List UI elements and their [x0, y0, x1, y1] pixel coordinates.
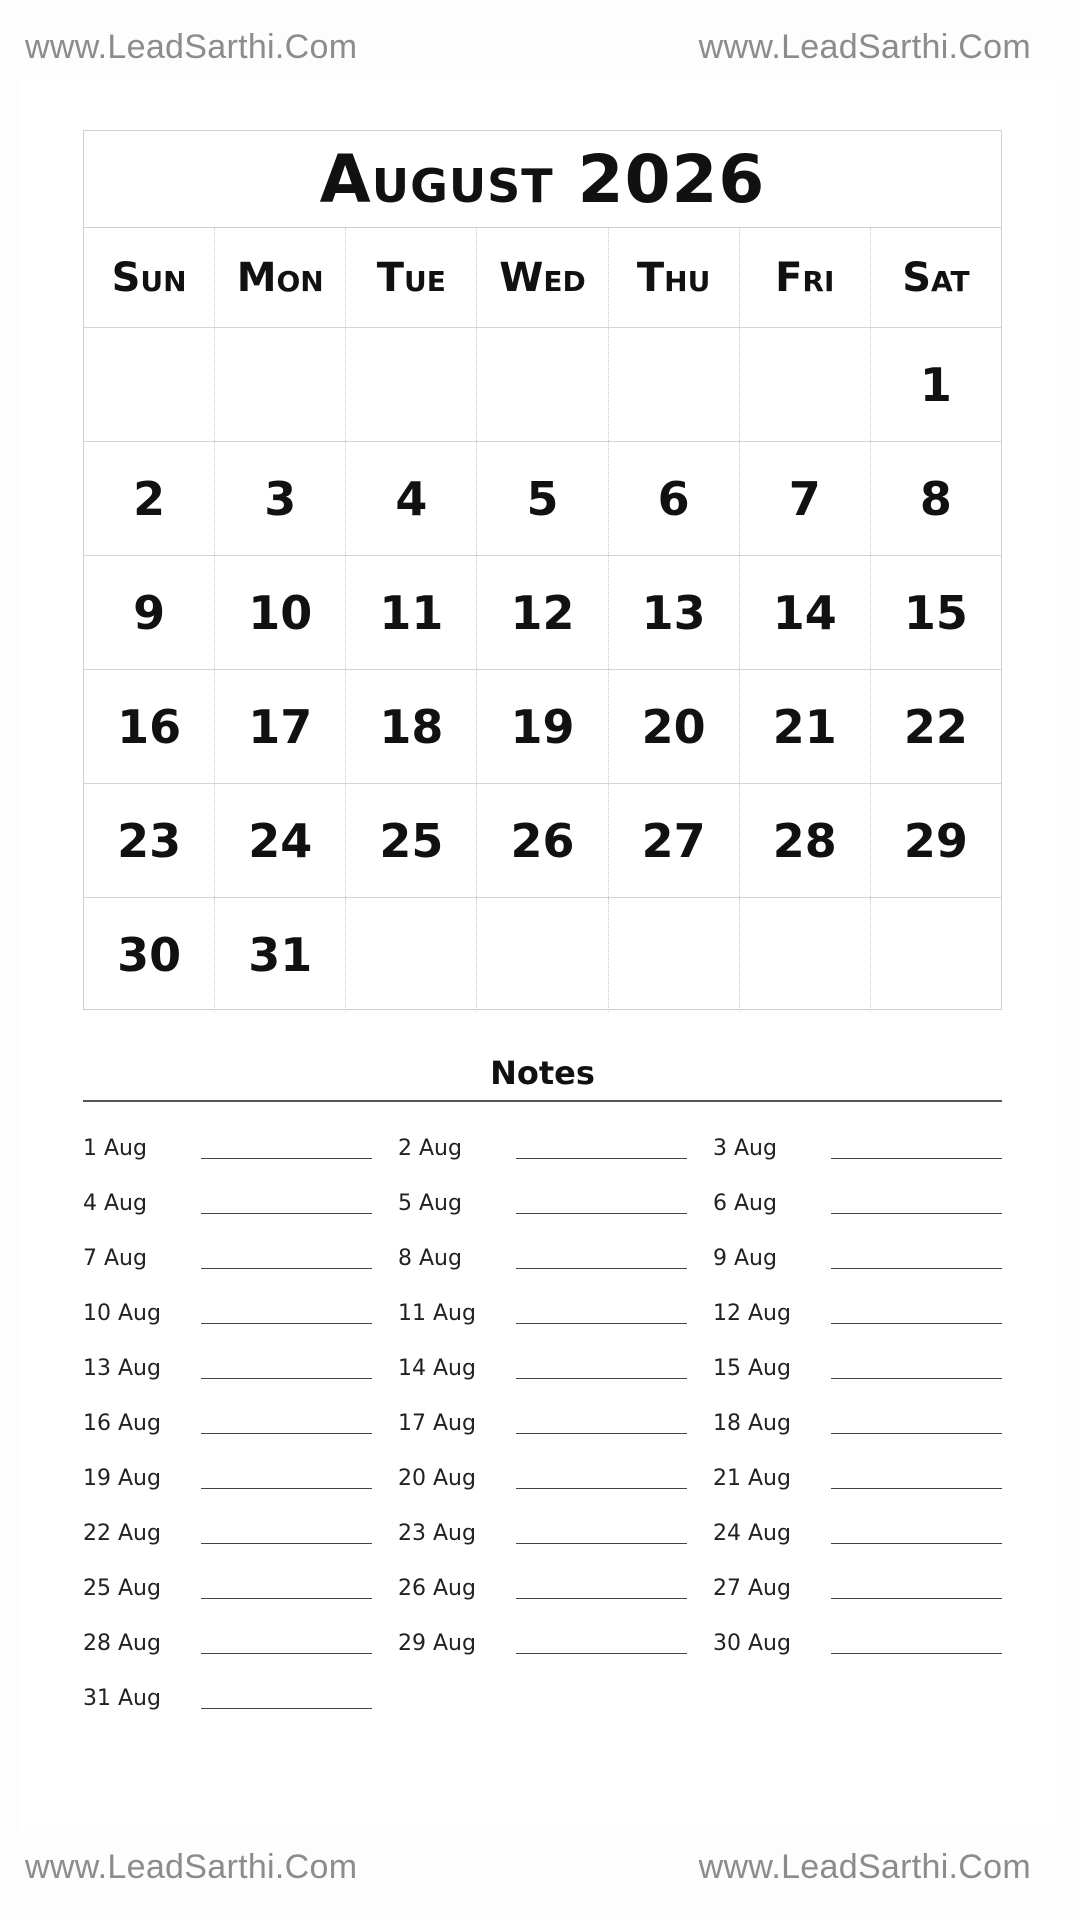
empty-day-cell [609, 898, 740, 1012]
weekday-cell [609, 228, 740, 327]
note-item [83, 1173, 372, 1228]
day-number: 18 [379, 699, 444, 754]
note-item [398, 1558, 687, 1613]
day-cell [477, 670, 608, 783]
note-date-label: 16 Aug [83, 1411, 161, 1436]
empty-day-cell [477, 898, 608, 1012]
day-number: 10 [248, 585, 313, 640]
note-write-line [516, 1543, 687, 1544]
day-cell [477, 784, 608, 897]
note-item [83, 1448, 372, 1503]
note-item [83, 1613, 372, 1668]
day-number: 16 [117, 699, 182, 754]
day-cell [477, 442, 608, 555]
empty-day-cell [871, 898, 1001, 1012]
day-cell [871, 556, 1001, 669]
weekday-header-row [84, 228, 1001, 328]
day-number: 1 [919, 357, 952, 412]
calendar-week-row [84, 784, 1001, 898]
note-write-line [201, 1653, 372, 1654]
day-cell [84, 898, 215, 1012]
day-cell [215, 670, 346, 783]
note-item [398, 1393, 687, 1448]
note-write-line [201, 1158, 372, 1159]
calendar-weeks [84, 328, 1001, 1012]
empty-day-cell [609, 328, 740, 441]
watermark-bottom-left: www.LeadSarthi.Com [25, 1848, 358, 1886]
weekday-cell [477, 228, 608, 327]
note-date-label: 27 Aug [713, 1576, 791, 1601]
note-write-line [831, 1488, 1002, 1489]
day-number: 21 [772, 699, 837, 754]
note-date-label: 4 Aug [83, 1191, 147, 1216]
weekday-label: Tue [376, 254, 446, 301]
note-date-label: 19 Aug [83, 1466, 161, 1491]
note-item [83, 1558, 372, 1613]
watermark-bottom-right: www.LeadSarthi.Com [698, 1848, 1031, 1886]
note-item [713, 1228, 1002, 1283]
note-item [83, 1668, 372, 1723]
note-write-line [831, 1158, 1002, 1159]
day-cell [871, 442, 1001, 555]
weekday-label: Sun [111, 254, 187, 301]
note-write-line [516, 1158, 687, 1159]
note-date-label: 15 Aug [713, 1356, 791, 1381]
note-write-line [516, 1323, 687, 1324]
note-item [83, 1393, 372, 1448]
calendar-week-row [84, 898, 1001, 1012]
day-number: 11 [379, 585, 444, 640]
day-number: 28 [772, 813, 837, 868]
day-cell [740, 784, 871, 897]
day-cell [871, 784, 1001, 897]
note-write-line [516, 1268, 687, 1269]
note-item [713, 1173, 1002, 1228]
empty-day-cell [84, 328, 215, 441]
note-item [398, 1503, 687, 1558]
note-write-line [516, 1213, 687, 1214]
calendar-week-row [84, 328, 1001, 442]
note-item [713, 1393, 1002, 1448]
day-number: 23 [117, 813, 182, 868]
note-date-label: 9 Aug [713, 1246, 777, 1271]
note-item [713, 1448, 1002, 1503]
notes-list [83, 1118, 1002, 1723]
calendar-week-row [84, 556, 1001, 670]
day-cell [84, 670, 215, 783]
note-write-line [516, 1598, 687, 1599]
note-write-line [201, 1433, 372, 1434]
note-write-line [831, 1543, 1002, 1544]
empty-day-cell [477, 328, 608, 441]
note-item [713, 1558, 1002, 1613]
note-item [398, 1448, 687, 1503]
notes-title: Notes [490, 1054, 595, 1092]
note-write-line [516, 1488, 687, 1489]
day-number: 9 [133, 585, 166, 640]
weekday-cell [215, 228, 346, 327]
day-number: 24 [248, 813, 313, 868]
weekday-label: Wed [499, 254, 586, 301]
note-date-label: 5 Aug [398, 1191, 462, 1216]
day-cell [346, 442, 477, 555]
calendar-title: August 2026 [84, 131, 1001, 228]
note-date-label: 23 Aug [398, 1521, 476, 1546]
weekday-label: Mon [236, 254, 324, 301]
note-write-line [201, 1708, 372, 1709]
note-item [713, 1503, 1002, 1558]
empty-day-cell [740, 898, 871, 1012]
note-write-line [831, 1653, 1002, 1654]
note-item [83, 1283, 372, 1338]
weekday-cell [84, 228, 215, 327]
day-number: 22 [903, 699, 968, 754]
day-number: 13 [641, 585, 706, 640]
note-date-label: 7 Aug [83, 1246, 147, 1271]
day-cell [609, 784, 740, 897]
note-date-label: 3 Aug [713, 1136, 777, 1161]
note-date-label: 26 Aug [398, 1576, 476, 1601]
day-number: 29 [903, 813, 968, 868]
note-write-line [831, 1213, 1002, 1214]
day-cell [477, 556, 608, 669]
note-write-line [831, 1433, 1002, 1434]
note-item [398, 1173, 687, 1228]
note-date-label: 22 Aug [83, 1521, 161, 1546]
day-cell [215, 784, 346, 897]
note-write-line [201, 1268, 372, 1269]
note-write-line [201, 1213, 372, 1214]
empty-day-cell [740, 328, 871, 441]
day-number: 26 [510, 813, 575, 868]
note-item [713, 1613, 1002, 1668]
note-write-line [831, 1378, 1002, 1379]
note-write-line [201, 1323, 372, 1324]
note-item [713, 1283, 1002, 1338]
weekday-cell [346, 228, 477, 327]
note-date-label: 25 Aug [83, 1576, 161, 1601]
day-number: 5 [526, 471, 559, 526]
note-write-line [831, 1268, 1002, 1269]
note-write-line [201, 1543, 372, 1544]
day-cell [871, 328, 1001, 441]
day-number: 2 [133, 471, 166, 526]
day-number: 17 [248, 699, 313, 754]
day-cell [215, 898, 346, 1012]
day-number: 6 [657, 471, 690, 526]
note-date-label: 6 Aug [713, 1191, 777, 1216]
day-number: 30 [117, 928, 182, 982]
day-number: 8 [919, 471, 952, 526]
note-date-label: 12 Aug [713, 1301, 791, 1326]
day-cell [84, 442, 215, 555]
day-number: 12 [510, 585, 575, 640]
note-write-line [516, 1433, 687, 1434]
note-date-label: 2 Aug [398, 1136, 462, 1161]
day-number: 7 [788, 471, 821, 526]
note-item [83, 1228, 372, 1283]
note-item [398, 1283, 687, 1338]
day-number: 15 [903, 585, 968, 640]
notes-divider [83, 1100, 1002, 1102]
month-calendar [83, 130, 1002, 1010]
note-item [713, 1118, 1002, 1173]
day-cell [740, 442, 871, 555]
day-number: 20 [641, 699, 706, 754]
weekday-label: Sat [902, 254, 970, 301]
day-cell [84, 784, 215, 897]
note-date-label: 21 Aug [713, 1466, 791, 1491]
day-number: 3 [264, 471, 297, 526]
note-date-label: 28 Aug [83, 1631, 161, 1656]
weekday-label: Fri [775, 254, 835, 301]
note-date-label: 8 Aug [398, 1246, 462, 1271]
weekday-cell [871, 228, 1001, 327]
note-item [398, 1228, 687, 1283]
watermark-top-right: www.LeadSarthi.Com [698, 28, 1031, 66]
day-cell [740, 670, 871, 783]
note-date-label: 20 Aug [398, 1466, 476, 1491]
calendar-week-row [84, 442, 1001, 556]
note-date-label: 11 Aug [398, 1301, 476, 1326]
weekday-cell [740, 228, 871, 327]
day-cell [609, 442, 740, 555]
note-date-label: 29 Aug [398, 1631, 476, 1656]
day-cell [346, 784, 477, 897]
note-date-label: 1 Aug [83, 1136, 147, 1161]
day-cell [346, 670, 477, 783]
day-number: 31 [248, 928, 313, 982]
day-cell [346, 556, 477, 669]
day-number: 27 [641, 813, 706, 868]
day-number: 19 [510, 699, 575, 754]
day-cell [215, 556, 346, 669]
day-number: 14 [772, 585, 837, 640]
day-cell [215, 442, 346, 555]
note-write-line [516, 1378, 687, 1379]
note-item [713, 1338, 1002, 1393]
day-number: 4 [395, 471, 428, 526]
note-write-line [201, 1488, 372, 1489]
note-date-label: 24 Aug [713, 1521, 791, 1546]
day-cell [84, 556, 215, 669]
note-date-label: 13 Aug [83, 1356, 161, 1381]
day-number: 25 [379, 813, 444, 868]
empty-day-cell [215, 328, 346, 441]
day-cell [609, 670, 740, 783]
note-write-line [201, 1378, 372, 1379]
note-item [398, 1613, 687, 1668]
day-cell [871, 670, 1001, 783]
weekday-label: Thu [636, 254, 711, 301]
empty-day-cell [346, 328, 477, 441]
note-date-label: 17 Aug [398, 1411, 476, 1436]
note-item [83, 1503, 372, 1558]
calendar-week-row [84, 670, 1001, 784]
note-item [83, 1338, 372, 1393]
note-date-label: 31 Aug [83, 1686, 161, 1711]
note-write-line [831, 1598, 1002, 1599]
note-write-line [201, 1598, 372, 1599]
note-item [398, 1118, 687, 1173]
empty-day-cell [346, 898, 477, 1012]
note-item [398, 1338, 687, 1393]
note-date-label: 10 Aug [83, 1301, 161, 1326]
note-write-line [831, 1323, 1002, 1324]
watermark-top-left: www.LeadSarthi.Com [25, 28, 358, 66]
day-cell [740, 556, 871, 669]
note-date-label: 14 Aug [398, 1356, 476, 1381]
note-item [83, 1118, 372, 1173]
note-date-label: 18 Aug [713, 1411, 791, 1436]
note-write-line [516, 1653, 687, 1654]
note-date-label: 30 Aug [713, 1631, 791, 1656]
day-cell [609, 556, 740, 669]
